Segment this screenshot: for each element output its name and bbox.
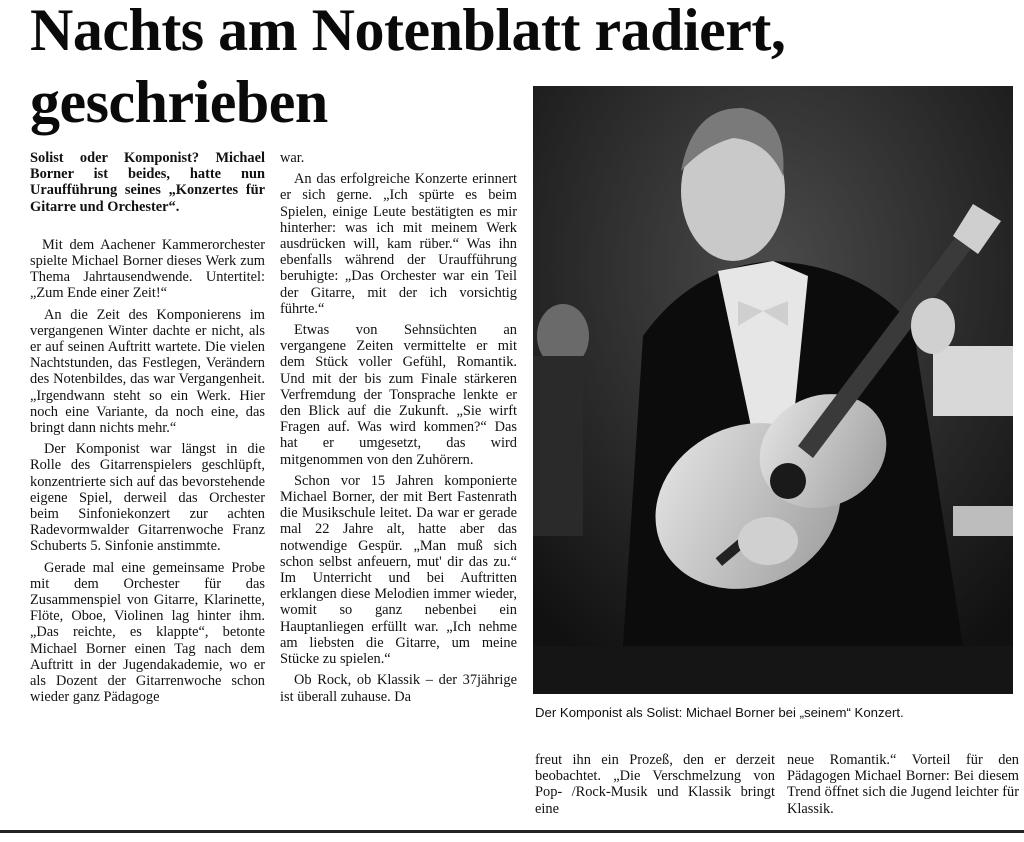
body-paragraph: An das erfolgreiche Konzerte erinnert er sich gerne. „Ich spürte es beim Spielen, einige Leute bestätigten es mir hinterher: was ich mit meinem Werk ausdrücken will, kam rüber.“ Was ihn ebenfalls während der Uraufführung beruhigte: „Das Orchester war ein Teil der Gitarre, mit der ich vorsichtig führte.“ (280, 171, 517, 317)
body-paragraph: Etwas von Sehnsüchten an vergangene Zeiten vermittelte er mit dem Stück voller Gefühl, Romantik. Und mit der bis zum Finale stärkeren Verfremdung der Tonsprache lenkte er den Blick auf die Zukunft. „Sie wirft Fragen auf. Was wird kommen?“ Das hat er umgesetzt, das wird mitgenommen von den Zuhörern. (280, 322, 517, 468)
article-photo (533, 86, 1013, 694)
body-paragraph: Gerade mal eine gemeinsame Probe mit dem Orchester für das Zusammenspiel von Gitarre, Klarinette, Flöte, Oboe, Violinen lag hinter ihm. „Das reichte, es klappte“, betonte Michael Borner einen Tag nach dem Auftritt in der Jugendakademie, wo er als Dozent der Gitarrenwoche schon wieder ganz Pädagoge (30, 559, 265, 706)
article-headline: Nachts am Notenblatt radiert, geschrieben (30, 0, 786, 135)
body-paragraph: Mit dem Aachener Kammerorchester spielte Michael Borner dieses Werk zum Thema Jahrtausendwende. Untertitel: „Zum Ende einer Zeit!“ (30, 236, 265, 302)
body-paragraph: freut ihn ein Prozeß, den er derzeit beobachtet. „Die Verschmelzung von Pop- /Rock-Musik und Klassik bringt eine (535, 752, 775, 817)
article-lead: Solist oder Komponist? Michael Borner ist beides, hatte nun Uraufführung seines „Konzertes für Gitarre und Orchester“. (30, 150, 265, 215)
body-paragraph: war. (280, 150, 305, 166)
body-paragraph: Schon vor 15 Jahren komponierte Michael Borner, der mit Bert Fastenrath die Musikschule leitet. Da war er gerade mal 22 Jahre alt, hatte aber das notwendige Gespür. „Man muß sich schon selbst anfeuern, mut' dir das zu.“ Im Unterricht und bei Auftritten erklangen diese Melodien immer wieder, womit so ganz nebenbei ein Hauptanliegen erfüllt war. „Ich nehme am liebsten die Gitarre, um meine Stücke zu spielen.“ (280, 472, 517, 668)
article-column-2 (280, 150, 517, 710)
article-column-3 (535, 752, 775, 822)
article-column-1 (30, 150, 265, 711)
body-paragraph: neue Romantik.“ Vorteil für den Pädagogen Michael Borner: Bei diesem Trend öffnet sich die Jugend leichter für Klassik. (787, 752, 1019, 817)
body-paragraph: Ob Rock, ob Klassik – der 37jährige ist überall zuhause. Da (280, 672, 517, 705)
body-paragraph: Der Komponist war längst in die Rolle des Gitarrenspielers geschlüpft, konzentrierte sich auf das bevorstehende eigene Spiel, derweil das Orchester beim Sinfoniekonzert zur achten Radevormwalder Gitarrenwoche Franz Schuberts 5. Sinfonie anstimmte. (30, 441, 265, 555)
body-paragraph: An die Zeit des Komponierens im vergangenen Winter dachte er nicht, als er auf seinen Auftritt wartete. Die vielen Nachtstunden, das Festlegen, Verändern des Notenbildes, das war Vergangenheit. „Irgendwann steht so ein Werk. Hier noch eine Variante, da noch eine, das bringt dann nichts mehr.“ (30, 306, 265, 437)
photo-caption: Der Komponist als Solist: Michael Borner bei „seinem“ Konzert. (535, 705, 904, 720)
article-column-4 (787, 752, 1019, 822)
guitarist-photo-illustration (533, 86, 1013, 694)
page-bottom-rule (0, 830, 1024, 833)
